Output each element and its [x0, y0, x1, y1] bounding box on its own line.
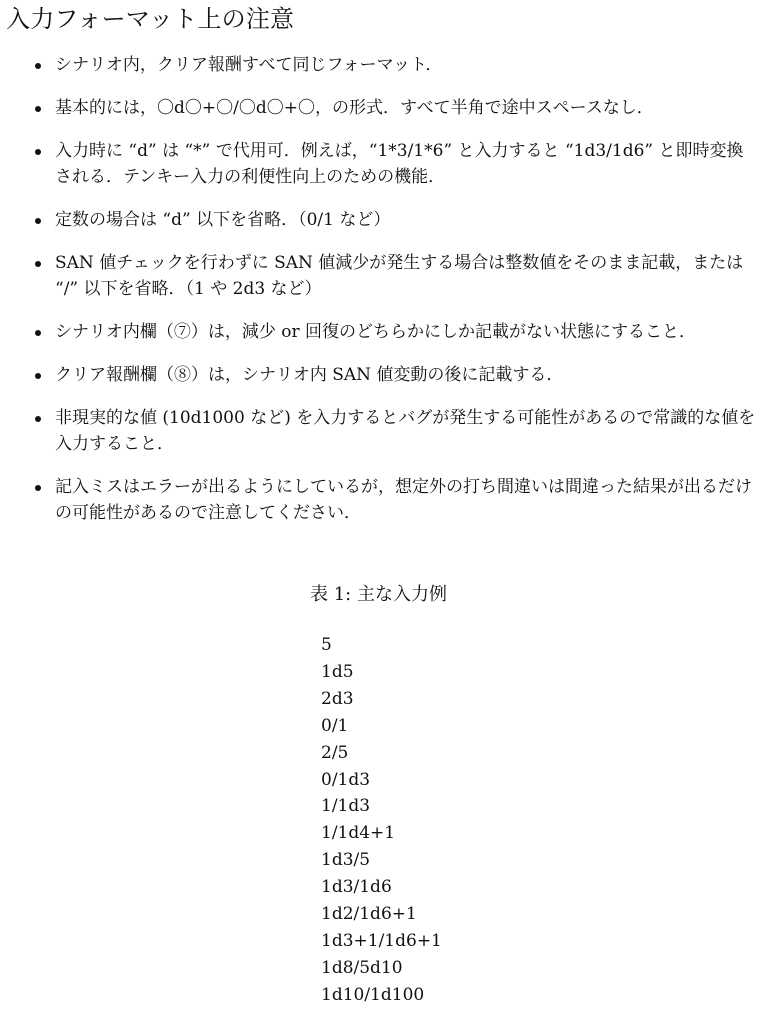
list-item	[55, 52, 758, 78]
list-item	[55, 250, 758, 302]
list-item-text: SAN 値チェックを行わずに SAN 値減少が発生する場合は整数値をそのまま記載，または “/” 以下を省略．（1 や 2d3 など）	[55, 253, 744, 299]
example-value: 1d3/5	[321, 850, 371, 871]
list-item-text: クリア報酬欄（⑧）は，シナリオ内 SAN 値変動の後に記載する．	[55, 365, 564, 385]
bullet-icon	[35, 485, 41, 491]
bullet-icon	[35, 106, 41, 112]
list-item-text: 定数の場合は “d” 以下を省略．（0/1 など）	[55, 210, 391, 230]
example-value: 0/1	[321, 715, 349, 736]
list-item	[55, 405, 758, 457]
list-item	[55, 138, 758, 190]
list-item-text: 非現実的な値 (10d1000 など) を入力するとバグが発生する可能性があるので常識的な値を入力すること．	[55, 408, 756, 454]
example-value: 1d3+1/1d6+1	[321, 930, 442, 951]
example-value: 0/1d3	[321, 769, 371, 790]
example-value: 1d3/1d6	[321, 877, 392, 898]
example-list	[321, 632, 442, 1009]
notes-list	[55, 52, 758, 543]
example-value: 1/1d4+1	[321, 823, 396, 844]
bullet-icon	[35, 149, 41, 155]
list-item-text: 基本的には，〇d〇+〇/〇d〇+〇，の形式．すべて半角で途中スペースなし．	[55, 98, 654, 118]
example-value: 1d8/5d10	[321, 957, 403, 978]
table-caption: 表 1: 主な入力例	[310, 584, 447, 605]
example-value: 5	[321, 635, 332, 655]
bullet-icon	[35, 218, 41, 224]
page-title: 入力フォーマット上の注意	[6, 5, 295, 33]
example-value: 1d10/1d100	[321, 984, 425, 1005]
list-item-text: シナリオ内，クリア報酬すべて同じフォーマット．	[55, 55, 443, 75]
list-item-text: 入力時に “d” は “*” で代用可．例えば，“1*3/1*6” と入力すると “1d3/1d6” と即時変換される．テンキー入力の利便性向上のための機能．	[55, 141, 744, 187]
bullet-icon	[35, 261, 41, 267]
list-item	[55, 319, 758, 345]
list-item-text: シナリオ内欄（⑦）は，減少 or 回復のどちらかにしか記載がない状態にすること．	[55, 322, 696, 342]
example-value: 2/5	[321, 742, 349, 763]
list-item	[55, 95, 758, 121]
list-item	[55, 362, 758, 388]
bullet-icon	[35, 416, 41, 422]
example-value: 1d5	[321, 661, 354, 682]
list-item-text: 記入ミスはエラーが出るようにしているが，想定外の打ち間違いは間違った結果が出るだけの可能性があるので注意してください．	[55, 477, 752, 523]
list-item	[55, 474, 758, 526]
bullet-icon	[35, 330, 41, 336]
bullet-icon	[35, 373, 41, 379]
example-value: 1/1d3	[321, 796, 371, 817]
list-item	[55, 207, 758, 233]
example-value: 1d2/1d6+1	[321, 904, 417, 925]
bullet-icon	[35, 63, 41, 69]
example-value: 2d3	[321, 688, 354, 709]
